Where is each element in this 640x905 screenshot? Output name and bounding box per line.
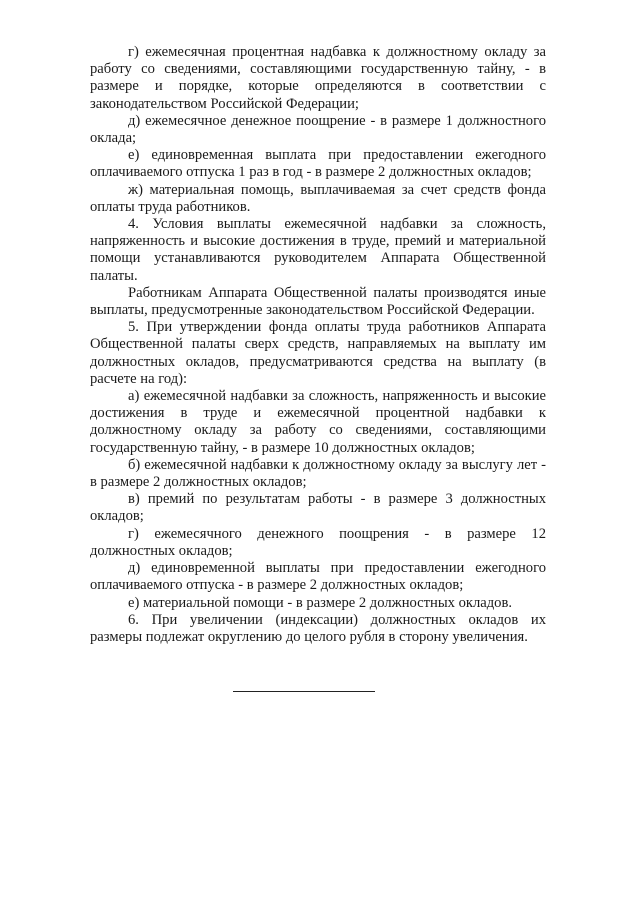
paragraph-zh-material-aid: ж) материальная помощь, выплачиваемая за счет средств фонда оплаты труда работников. — [90, 181, 546, 215]
paragraph-other-payments: Работникам Аппарата Общественной палаты производятся иные выплаты, предусмотренные законодательством Российской Федерации. — [90, 284, 546, 319]
paragraph-b-seniority-allowance: б) ежемесячной надбавки к должностному окладу за выслугу лет - в размере 2 должностных окладов; — [90, 456, 546, 491]
paragraph-4-conditions: 4. Условия выплаты ежемесячной надбавки за сложность, напряженность и высокие достижения в труде, премий и материальной помощи устанавливаются руководителем Аппарата Общественной палаты. — [90, 216, 546, 284]
paragraph-a-complexity-allowance: а) ежемесячной надбавки за сложность, напряженность и высокие достижения в труде и ежемесячной процентной надбавки к должностному окладу за работу со сведениями, составляющими государственную тайну, - в размере 10 должностных окладов; — [90, 388, 546, 456]
paragraph-d-vacation-payment: д) единовременной выплаты при предоставлении ежегодного оплачиваемого отпуска - в размере 2 должностных окладов; — [90, 560, 546, 594]
paragraph-e-material-aid: е) материальной помощи - в размере 2 должностных окладов. — [128, 594, 512, 611]
paragraph-d-monthly-bonus: д) ежемесячное денежное поощрение - в размере 1 должностного оклада; — [90, 112, 546, 147]
paragraph-e-vacation-payment: е) единовременная выплата при предоставлении ежегодного оплачиваемого отпуска 1 раз в год - в размере 2 должностных окладов; — [90, 147, 546, 181]
paragraph-v-bonuses: в) премий по результатам работы - в размере 3 должностных окладов; — [90, 491, 546, 525]
paragraph-g-monthly-incentive: г) ежемесячного денежного поощрения - в размере 12 должностных окладов; — [90, 525, 546, 559]
paragraph-6-rounding: 6. При увеличении (индексации) должностных окладов их размеры подлежат округлению до целого рубля в сторону увеличения. — [90, 611, 546, 645]
paragraph-g-secret-allowance: г) ежемесячная процентная надбавка к должностному окладу за работу со сведениями, составляющими государственную тайну, - в размере и порядке, которые определяются в соответствии с законодательством Российской Федерации; — [90, 44, 546, 112]
end-divider-line — [233, 691, 375, 692]
paragraph-5-payroll-fund: 5. При утверждении фонда оплаты труда работников Аппарата Общественной палаты сверх средств, направляемых на выплату им должностных окладов, предусматриваются средства на выплату (в расчете на год): — [90, 319, 546, 387]
document-body — [90, 44, 546, 646]
